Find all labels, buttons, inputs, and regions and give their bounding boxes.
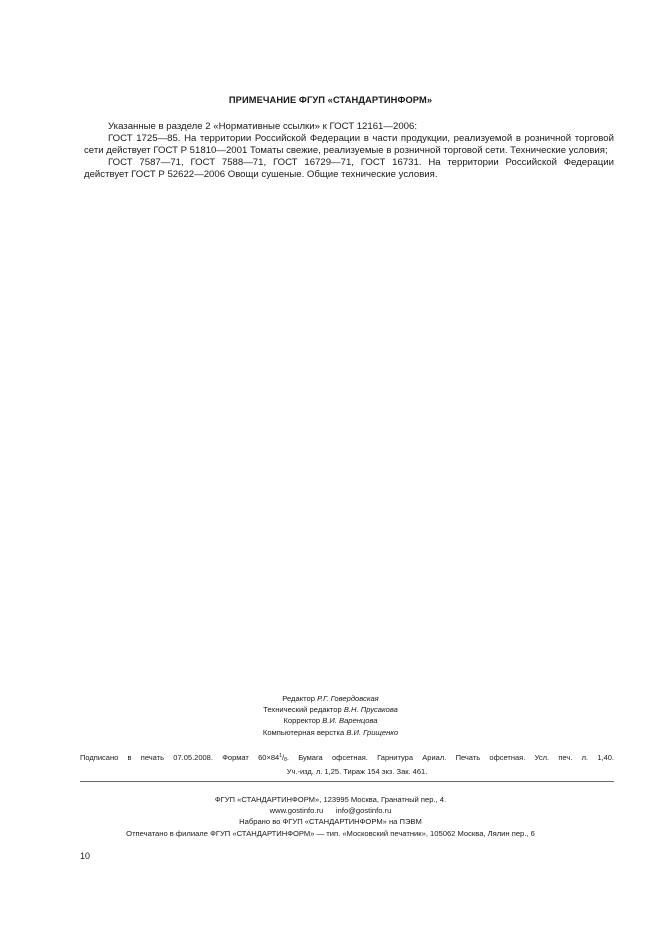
- note-title: ПРИМЕЧАНИЕ ФГУП «СТАНДАРТИНФОРМ»: [228, 95, 433, 105]
- credit-layout: [0, 727, 661, 738]
- publisher-printed: Отпечатано в филиале ФГУП «СТАНДАРТИНФОРМ» — тип. «Московский печатник», 105062 Москва, Лялин пер., 6: [126, 828, 535, 838]
- imprint-line-2: Уч.-изд. л. 1,25. Тираж 154 экз. Зак. 461.: [286, 767, 428, 776]
- credit-editor: [0, 693, 661, 704]
- credits-block: [0, 693, 661, 738]
- credit-role: Технический редактор: [263, 705, 342, 715]
- credit-name: В.И. Грищенко: [346, 727, 399, 737]
- credit-name: В.И. Варенцова: [322, 716, 378, 726]
- credit-name: В.Н. Прусакова: [343, 705, 398, 715]
- page-number: 10: [80, 851, 91, 861]
- credit-name: Р.Г. Говердовская: [317, 694, 379, 703]
- imprint-paper: Бумага офсетная.: [298, 753, 368, 762]
- credit-role: Корректор: [283, 716, 321, 726]
- imprint-line-1: [80, 751, 614, 766]
- note-body: [84, 121, 614, 181]
- note-paragraph: Указанные в разделе 2 «Нормативные ссылки» к ГОСТ 12161—2006:: [108, 121, 417, 132]
- credit-proofreader: [0, 715, 661, 726]
- note-paragraph: ГОСТ 1725—85. На территории Российской Федерации в части продукции, реализуемой в розничной торговой сети действует ГОСТ Р 51810—2001 Томаты свежие, реализуемые в розничной торговой сети. Технические условия;: [84, 133, 614, 157]
- publisher-email: info@gostinfo.ru: [335, 806, 392, 816]
- imprint-font: Гарнитура Ариал.: [377, 753, 447, 762]
- publisher-website: www.gostinfo.ru: [269, 806, 324, 816]
- imprint-divider: [80, 781, 614, 782]
- imprint-format: Формат $60\times 84^1/_8$.: [222, 753, 289, 763]
- imprint-format-sup: 1: [279, 753, 282, 759]
- publisher-block: [0, 794, 661, 839]
- publisher-address: ФГУП «СТАНДАРТИНФОРМ», 123995 Москва, Гранатный пер., 4.: [214, 795, 447, 804]
- publisher-contacts: [0, 805, 661, 816]
- imprint-format-sub: 8: [284, 757, 287, 763]
- imprint-signed: Подписано в печать 07.05.2008.: [80, 753, 213, 762]
- credit-role: Редактор: [282, 694, 315, 703]
- credit-tech-editor: [0, 704, 661, 715]
- publisher-typeset: Набрано во ФГУП «СТАНДАРТИНФОРМ» на ПЭВМ: [239, 817, 422, 827]
- imprint-print: Печать офсетная.: [455, 753, 526, 762]
- imprint-format-prefix: Формат 60×84: [222, 753, 280, 762]
- credit-role: Компьютерная верстка: [262, 727, 345, 737]
- imprint-format-suffix: .: [286, 753, 289, 762]
- imprint-block: [80, 751, 614, 777]
- imprint-sheets: Усл. печ. л. 1,40.: [534, 753, 614, 762]
- note-paragraph: ГОСТ 7587—71, ГОСТ 7588—71, ГОСТ 16729—71, ГОСТ 16731. На территории Российской Федерации действует ГОСТ Р 52622—2006 Овощи сушеные. Общие технические условия.: [84, 157, 614, 181]
